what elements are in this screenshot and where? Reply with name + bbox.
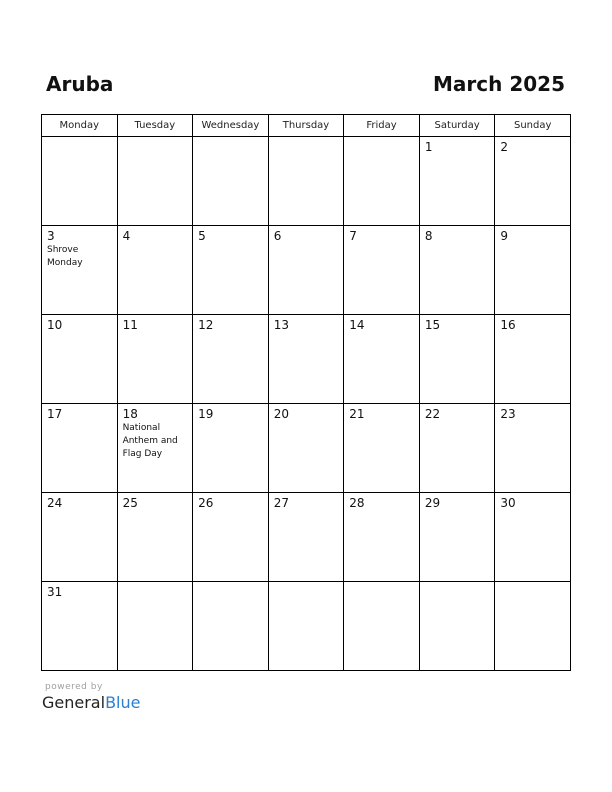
day-cell-content (344, 226, 419, 243)
day-number: 27 (273, 496, 289, 510)
weekday-saturday: Saturday (419, 115, 495, 137)
day-number: 22 (424, 407, 441, 421)
day-number: 31 (47, 585, 63, 599)
day-number: 25 (122, 496, 138, 510)
weekday-wednesday: Wednesday (193, 115, 269, 137)
day-cell-content (193, 315, 268, 332)
day-cell (193, 226, 269, 315)
day-cell (42, 404, 118, 493)
brand-general-text: General (42, 693, 106, 712)
brand-blue-text: Blue (105, 693, 141, 712)
powered-by-label: powered by (45, 682, 103, 692)
day-number: 28 (349, 496, 365, 510)
day-cell (42, 315, 118, 404)
day-number: 19 (198, 407, 214, 421)
day-cell-content (118, 315, 193, 332)
week-row (42, 226, 571, 315)
day-cell (193, 137, 269, 226)
day-cell (268, 404, 344, 493)
day-cell-content (420, 315, 495, 332)
day-cell-content (495, 404, 570, 421)
day-cell (344, 315, 420, 404)
day-number: 14 (349, 318, 365, 332)
day-cell-content (344, 315, 419, 332)
day-cell-content (118, 137, 193, 140)
week-row (42, 493, 571, 582)
day-number: 18 (122, 407, 138, 421)
day-cell (42, 226, 118, 315)
day-cell-content (420, 137, 495, 154)
day-cell-content (495, 582, 570, 585)
day-cell-content (193, 404, 268, 421)
day-cell-content (495, 315, 570, 332)
week-row (42, 315, 571, 404)
weekday-header-row (42, 115, 571, 137)
day-number: 5 (198, 229, 206, 243)
day-cell-content (420, 404, 495, 421)
day-cell (193, 582, 269, 671)
day-number: 9 (500, 229, 509, 243)
day-cell (344, 582, 420, 671)
day-cell-content (269, 315, 344, 332)
day-number: 30 (500, 496, 516, 510)
day-cell (495, 137, 571, 226)
day-cell-content (344, 582, 419, 585)
day-cell-content (193, 137, 268, 140)
day-cell (117, 404, 193, 493)
day-cell-content (344, 137, 419, 140)
day-cell (495, 493, 571, 582)
day-cell-content (420, 582, 495, 585)
week-row (42, 582, 571, 671)
day-number: 3 (47, 229, 55, 243)
day-cell (419, 582, 495, 671)
weekday-monday: Monday (42, 115, 118, 137)
day-cell-content (42, 582, 117, 599)
day-cell-content (42, 493, 117, 510)
day-cell-content (420, 493, 495, 510)
day-number: 10 (47, 318, 63, 332)
day-cell-content (193, 226, 268, 243)
calendar-grid (41, 114, 571, 671)
day-cell (344, 493, 420, 582)
day-number: 6 (273, 229, 282, 243)
day-cell-content (269, 493, 344, 510)
day-cell (419, 137, 495, 226)
day-cell (495, 315, 571, 404)
day-cell (193, 493, 269, 582)
day-cell (268, 582, 344, 671)
day-cell (495, 404, 571, 493)
day-cell (419, 493, 495, 582)
holiday-label: National Anthem and Flag Day (122, 423, 178, 459)
day-cell-content (42, 404, 117, 421)
day-cell-content (269, 404, 344, 421)
calendar-body (42, 137, 571, 671)
week-row (42, 404, 571, 493)
day-number: 15 (424, 318, 441, 332)
day-cell (268, 226, 344, 315)
day-cell (495, 582, 571, 671)
day-cell (42, 137, 118, 226)
day-number: 12 (198, 318, 214, 332)
weekday-sunday: Sunday (495, 115, 571, 137)
day-cell (344, 226, 420, 315)
day-cell (268, 137, 344, 226)
weekday-friday: Friday (344, 115, 420, 137)
day-number: 1 (424, 140, 433, 154)
day-cell-content (193, 582, 268, 585)
day-cell-content (344, 493, 419, 510)
day-number: 20 (273, 407, 289, 421)
day-number: 26 (198, 496, 214, 510)
day-number: 7 (349, 229, 357, 243)
day-cell (495, 226, 571, 315)
day-cell-content (118, 226, 193, 243)
day-cell-content (42, 315, 117, 332)
day-cell-content (495, 493, 570, 510)
day-cell-content (269, 226, 344, 243)
day-cell-content (42, 226, 117, 270)
country-title: Aruba (46, 72, 114, 96)
day-number: 29 (424, 496, 441, 510)
day-number: 11 (122, 318, 138, 332)
day-cell (117, 226, 193, 315)
month-title: March 2025 (433, 72, 565, 96)
day-cell-content (420, 226, 495, 243)
day-cell-content (495, 137, 570, 154)
day-number: 8 (424, 229, 433, 243)
day-cell-content (193, 493, 268, 510)
day-cell (268, 493, 344, 582)
day-cell (268, 315, 344, 404)
day-number: 4 (122, 229, 131, 243)
day-number: 24 (47, 496, 63, 510)
day-cell (117, 582, 193, 671)
day-number: 17 (47, 407, 63, 421)
day-cell-content (269, 582, 344, 585)
day-cell-content (118, 404, 193, 461)
weekday-tuesday: Tuesday (117, 115, 193, 137)
day-number: 2 (500, 140, 509, 154)
day-number: 13 (273, 318, 289, 332)
day-cell-content (495, 226, 570, 243)
day-number: 21 (349, 407, 365, 421)
day-cell (419, 226, 495, 315)
day-cell (117, 137, 193, 226)
day-cell (344, 404, 420, 493)
day-cell (419, 404, 495, 493)
brand-logo (42, 693, 140, 713)
holiday-label: Shrove Monday (47, 245, 83, 268)
day-cell-content (42, 137, 117, 140)
week-row (42, 137, 571, 226)
day-cell-content (118, 493, 193, 510)
day-cell-content (269, 137, 344, 140)
day-cell (117, 315, 193, 404)
day-cell (419, 315, 495, 404)
day-cell (42, 493, 118, 582)
day-number: 23 (500, 407, 516, 421)
day-cell (193, 404, 269, 493)
day-cell-content (118, 582, 193, 585)
day-number: 16 (500, 318, 516, 332)
day-cell (117, 493, 193, 582)
weekday-thursday: Thursday (268, 115, 344, 137)
day-cell (193, 315, 269, 404)
day-cell-content (344, 404, 419, 421)
day-cell (344, 137, 420, 226)
day-cell (42, 582, 118, 671)
